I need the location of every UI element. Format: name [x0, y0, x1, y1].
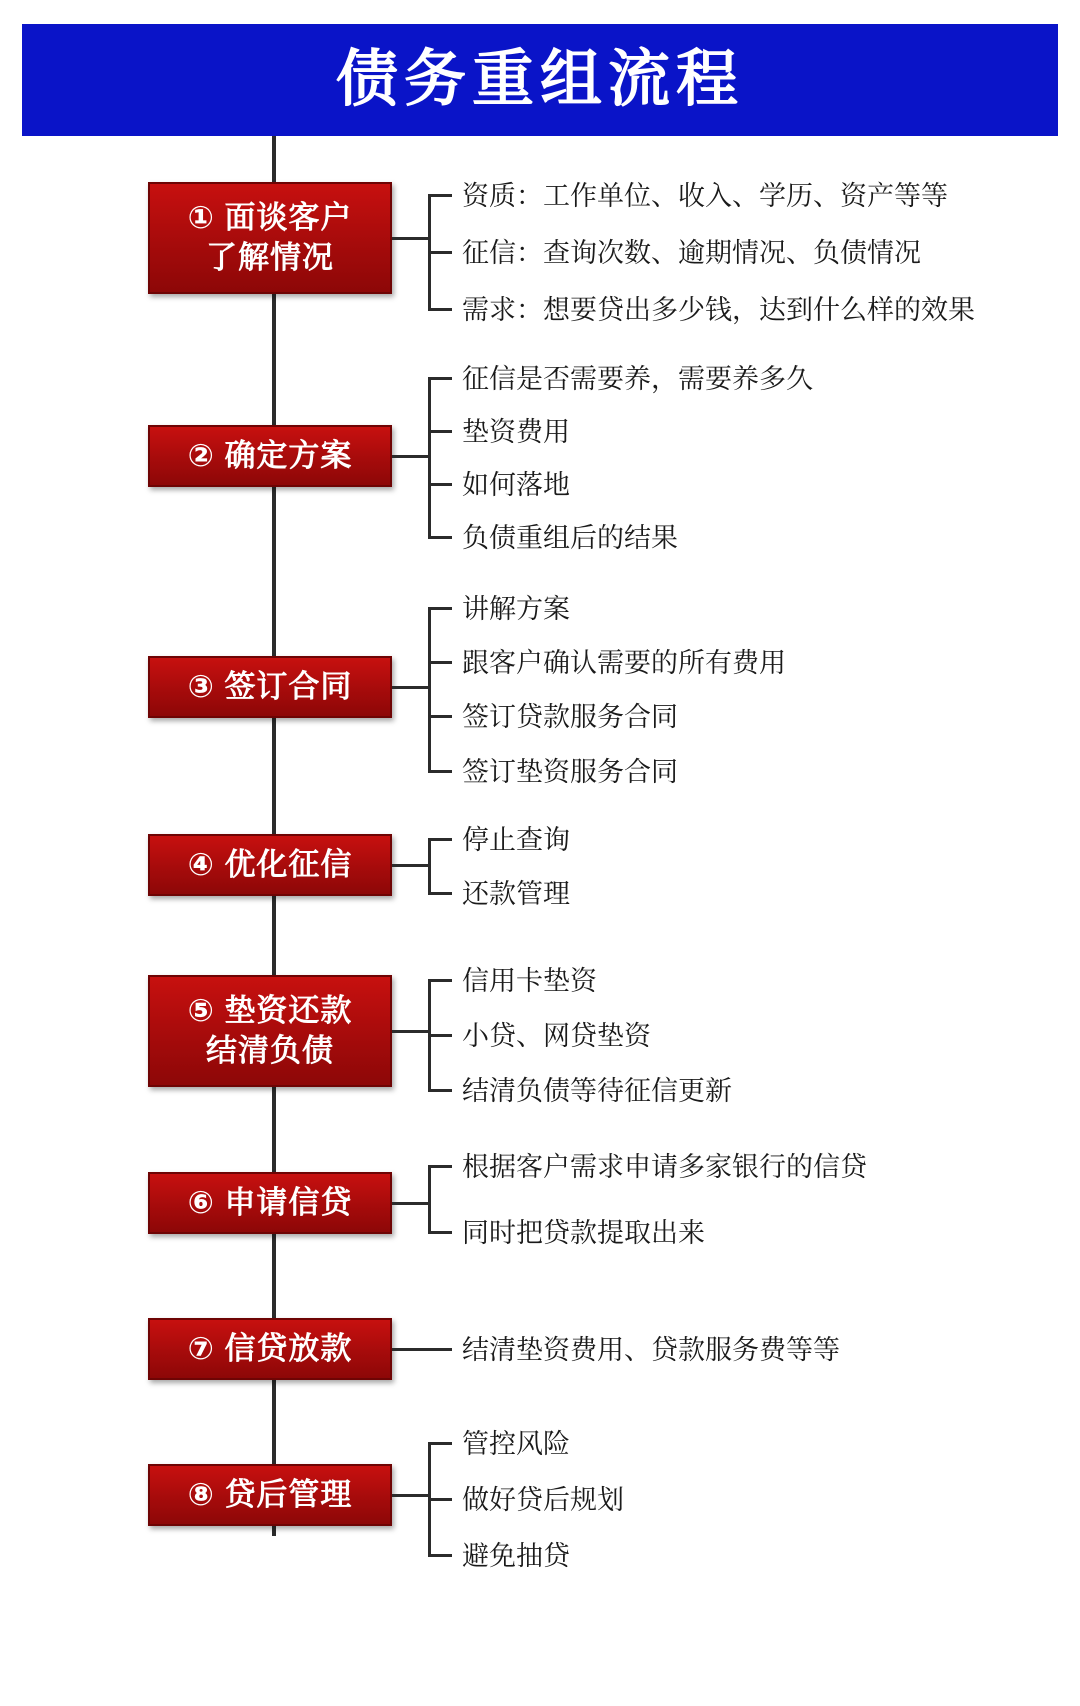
- step-3-tick-1: [428, 607, 452, 610]
- step-7-line-1: [188, 1329, 353, 1369]
- step-1-detail-1: 资质：工作单位、收入、学历、资产等等: [462, 181, 948, 211]
- step-5-label-1: 垫资还款: [224, 993, 353, 1029]
- page-title: 债务重组流程: [335, 45, 744, 114]
- step-3-tick-4: [428, 770, 452, 773]
- step-1-marker: ①: [187, 200, 215, 236]
- step-1-tick-3: [428, 308, 452, 311]
- step-8-line-1: [188, 1475, 353, 1515]
- step-2-tick-3: [428, 483, 452, 486]
- step-5-stem: [392, 1030, 430, 1033]
- step-4-line-1: [188, 845, 353, 885]
- step-5-detail-3: 结清负债等待征信更新: [462, 1076, 732, 1106]
- step-3-detail-2: 跟客户确认需要的所有费用: [462, 648, 786, 678]
- step-8-detail-2: 做好贷后规划: [462, 1485, 624, 1515]
- step-5-tick-2: [428, 1034, 452, 1037]
- step-6-line-1: [188, 1183, 353, 1223]
- step-6-detail-1: 根据客户需求申请多家银行的信贷: [462, 1152, 867, 1182]
- step-3-marker: ③: [187, 669, 215, 705]
- step-4-marker: ④: [187, 847, 215, 883]
- step-3-bracket: [428, 607, 431, 770]
- step-6-tick-1: [428, 1165, 452, 1168]
- step-5-label-2: 结清负债: [206, 1033, 334, 1068]
- step-8-tick-3: [428, 1554, 452, 1557]
- step-6-bracket: [428, 1165, 431, 1232]
- step-4-label-1: 优化征信: [224, 847, 353, 883]
- step-8-label-1: 贷后管理: [224, 1477, 353, 1513]
- step-6-label-1: 申请信贷: [224, 1185, 353, 1221]
- step-4-bracket: [428, 838, 431, 893]
- step-6-tick-2: [428, 1231, 452, 1234]
- step-2-stem: [392, 455, 430, 458]
- step-4-stem: [392, 864, 430, 867]
- step-3-tick-3: [428, 715, 452, 718]
- step-8-tick-1: [428, 1442, 452, 1445]
- step-1-detail-3: 需求：想要贷出多少钱，达到什么样的效果: [462, 295, 975, 325]
- step-6-detail-2: 同时把贷款提取出来: [462, 1218, 705, 1248]
- step-2-detail-1: 征信是否需要养，需要养多久: [462, 364, 813, 394]
- step-box-5[interactable]: [148, 975, 392, 1087]
- step-3-label-1: 签订合同: [224, 669, 353, 705]
- step-8-stem: [392, 1494, 430, 1497]
- step-2-line-1: [188, 436, 353, 476]
- step-2-label-1: 确定方案: [224, 438, 353, 474]
- step-5-marker: ⑤: [187, 993, 215, 1029]
- step-box-2[interactable]: [148, 425, 392, 487]
- step-1-stem: [392, 237, 430, 240]
- step-3-detail-1: 讲解方案: [462, 594, 570, 624]
- step-7-detail-1: 结清垫资费用、贷款服务费等等: [462, 1335, 840, 1365]
- step-box-6[interactable]: [148, 1172, 392, 1234]
- step-8-detail-1: 管控风险: [462, 1429, 570, 1459]
- step-2-tick-2: [428, 430, 452, 433]
- step-8-marker: ⑧: [187, 1477, 215, 1513]
- step-3-stem: [392, 686, 430, 689]
- step-5-detail-2: 小贷、网贷垫资: [462, 1021, 651, 1051]
- step-5-detail-1: 信用卡垫资: [462, 966, 597, 996]
- step-1-label-1: 面谈客户: [224, 200, 353, 236]
- step-7-label-1: 信贷放款: [224, 1331, 353, 1367]
- step-1-detail-2: 征信：查询次数、逾期情况、负债情况: [462, 238, 921, 268]
- step-5-tick-1: [428, 979, 452, 982]
- step-1-label-2: 了解情况: [206, 240, 334, 275]
- step-box-4[interactable]: [148, 834, 392, 896]
- step-2-tick-4: [428, 536, 452, 539]
- step-box-3[interactable]: [148, 656, 392, 718]
- step-2-detail-3: 如何落地: [462, 470, 570, 500]
- step-1-tick-2: [428, 251, 452, 254]
- step-7-marker: ⑦: [187, 1331, 215, 1367]
- step-2-detail-4: 负债重组后的结果: [462, 523, 678, 553]
- step-2-detail-2: 垫资费用: [462, 417, 570, 447]
- step-3-detail-4: 签订垫资服务合同: [462, 757, 678, 787]
- step-box-1[interactable]: [148, 182, 392, 294]
- step-2-bracket: [428, 377, 431, 537]
- step-box-8[interactable]: [148, 1464, 392, 1526]
- step-box-7[interactable]: [148, 1318, 392, 1380]
- step-4-tick-2: [428, 892, 452, 895]
- step-7-stem: [392, 1348, 452, 1351]
- step-4-detail-1: 停止查询: [462, 825, 570, 855]
- step-8-tick-2: [428, 1498, 452, 1501]
- step-6-stem: [392, 1202, 430, 1205]
- step-3-detail-3: 签订贷款服务合同: [462, 702, 678, 732]
- step-2-marker: ②: [187, 438, 215, 474]
- step-2-tick-1: [428, 377, 452, 380]
- title-banner: [22, 24, 1058, 136]
- step-6-marker: ⑥: [187, 1185, 215, 1221]
- step-4-tick-1: [428, 838, 452, 841]
- step-1-tick-1: [428, 194, 452, 197]
- step-5-tick-3: [428, 1089, 452, 1092]
- step-4-detail-2: 还款管理: [462, 879, 570, 909]
- step-3-line-1: [188, 667, 353, 707]
- step-5-line-1: [188, 991, 353, 1031]
- step-1-line-1: [188, 198, 353, 238]
- step-8-detail-3: 避免抽贷: [462, 1541, 570, 1571]
- step-3-tick-2: [428, 661, 452, 664]
